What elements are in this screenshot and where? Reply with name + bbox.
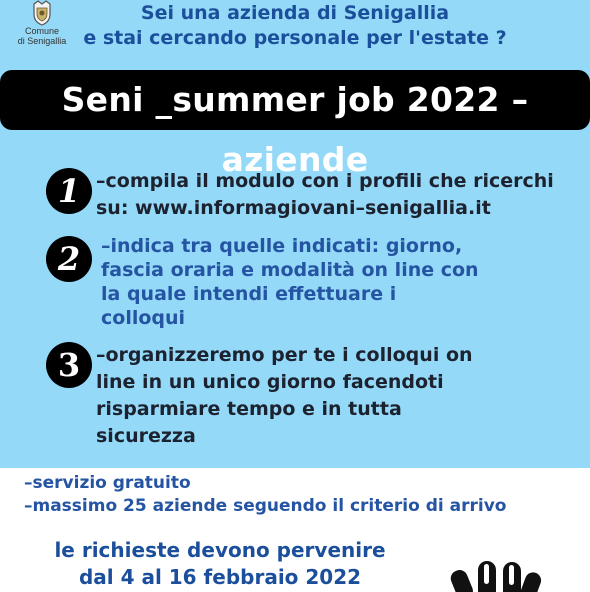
step-1-line-2: su: www.informagiovani–senigallia.it <box>96 197 491 219</box>
step-1-line-1: –compila il modulo con i profili che ricerchi <box>96 170 554 192</box>
step-1-text <box>96 168 586 222</box>
step-1-badge: 1 <box>46 168 92 214</box>
logo-line-1: Comune <box>24 26 60 36</box>
step-2-line-2: fascia oraria e modalità on line con <box>101 259 479 281</box>
page-title: Seni _summer job 2022 – aziende <box>0 70 590 130</box>
headline <box>70 1 520 51</box>
comune-logo <box>14 0 70 52</box>
hand-raised-icon <box>445 558 545 592</box>
step-2-line-1: –indica tra quelle indicati: giorno, <box>101 235 463 257</box>
town-crest-icon <box>31 0 53 26</box>
deadline-line-2: dal 4 al 16 febbraio 2022 <box>78 565 362 589</box>
note-free-service: –servizio gratuito <box>24 473 191 493</box>
step-2-badge: 2 <box>46 236 92 282</box>
step-3-line-2: line in un unico giorno facendoti <box>96 371 444 393</box>
logo-line-2: di Senigallia <box>17 36 67 46</box>
note-max-companies: –massimo 25 aziende seguendo il criterio di arrivo <box>24 496 507 516</box>
headline-line-2: e stai cercando personale per l'estate ? <box>83 27 507 49</box>
step-2-line-4: colloqui <box>101 307 186 329</box>
step-3-line-4: sicurezza <box>96 425 196 447</box>
step-3-text <box>96 342 576 450</box>
headline-line-1: Sei una azienda di Senigallia <box>140 2 450 24</box>
step-2-text <box>101 234 581 330</box>
step-3-line-1: –organizzeremo per te i colloqui on <box>96 344 473 366</box>
deadline-line-1: le richieste devono pervenire <box>54 538 386 562</box>
step-2-line-3: la quale intendi effettuare i <box>101 283 397 305</box>
step-3-badge: 3 <box>46 342 92 388</box>
step-3-line-3: risparmiare tempo e in tutta <box>96 398 402 420</box>
